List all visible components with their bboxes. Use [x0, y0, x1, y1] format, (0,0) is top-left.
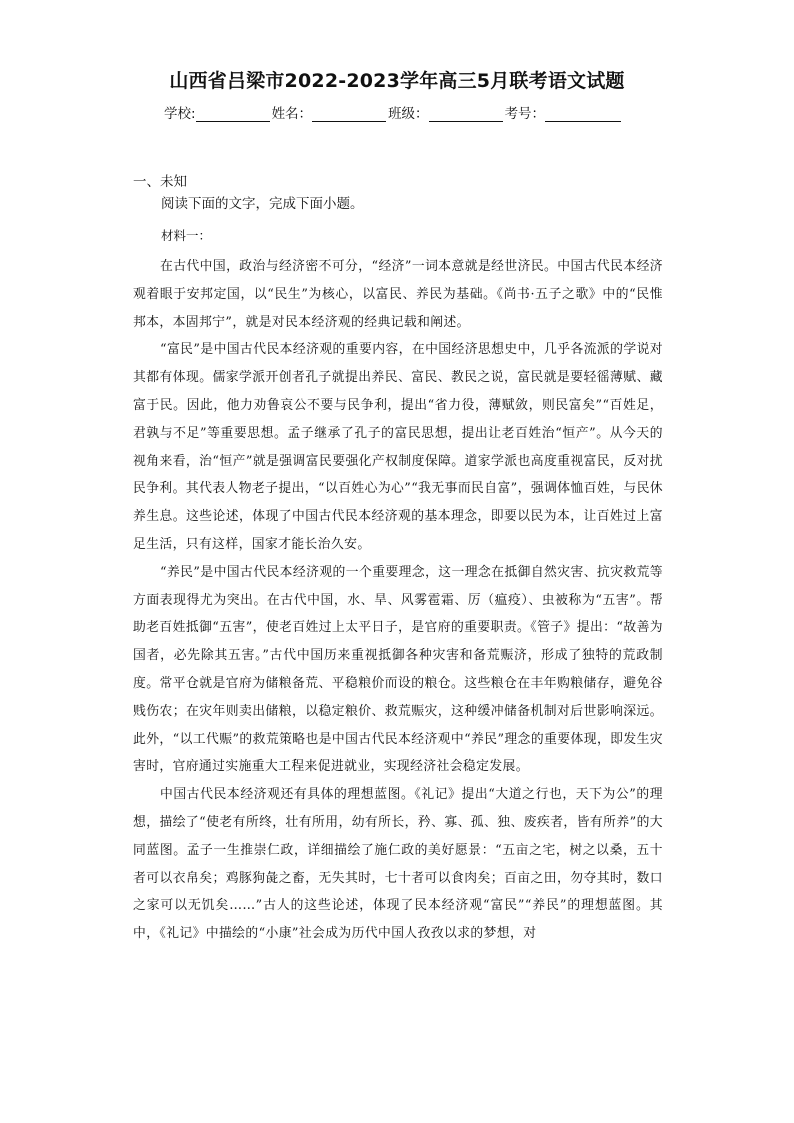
- passage-paragraph: 中国古代民本经济观还有具体的理想蓝图。《礼记》提出“大道之行也，天下为公”的理想，描绘了“使老有所终，壮有所用，幼有所长，矜、寡、孤、独、废疾者，皆有所养”的大同蓝图。孟子一生推崇仁政，详细描绘了施仁政的美好愿景：“五亩之宅，树之以桑，五十者可以衣帛矣；鸡豚狗彘之畜，无失其时，七十者可以食肉矣；百亩之田，勿夺其时，数口之家可以无饥矣……”古人的这些论述，体现了民本经济观“富民”“养民”的理想蓝图。其中，《礼记》中描绘的“小康”社会成为历代中国人孜孜以求的梦想，对: [133, 787, 663, 942]
- passage-body: [133, 253, 663, 948]
- class-label: 班级：: [388, 106, 429, 122]
- exam-no-blank[interactable]: [545, 107, 621, 122]
- passage-paragraph: “养民”是中国古代民本经济观的一个重要理念，这一理念在抵御自然灾害、抗灾救荒等方面表现得尤为突出。在古代中国，水、旱、风雾雹霜、厉（瘟疫）、虫被称为“五害”。帮助老百姓抵御“五害”，使老百姓过上太平日子，是官府的重要职责。《管子》提出：“故善为国者，必先除其五害。”古代中国历来重视抵御各种灾害和备荒赈济，形成了独特的荒政制度。常平仓就是官府为储粮备荒、平稳粮价而设的粮仓。这些粮仓在丰年购粮储存，避免谷贱伤农；在灾年则卖出储粮，以稳定粮价、救荒赈灾，这种缓冲储备机制对后世影响深远。此外，“以工代赈”的救荒策略也是中国古代民本经济观中“养民”理念的重要体现，即发生灾害时，官府通过实施重大工程来促进就业，实现经济社会稳定发展。: [133, 564, 663, 775]
- reading-instruction: 阅读下面的文字，完成下面小题。: [161, 196, 364, 212]
- name-blank[interactable]: [312, 107, 386, 122]
- exam-no-label: 考号：: [504, 106, 546, 122]
- passage-paragraph: 在古代中国，政治与经济密不可分，“经济”一词本意就是经世济民。中国古代民本经济观着眼于安邦定国，以“民生”为核心，以富民、养民为基础。《尚书·五子之歌》中的“民惟邦本，本固邦宁”，就是对民本经济观的经典记载和阐述。: [133, 259, 663, 330]
- student-info-row: [164, 102, 623, 122]
- name-label: 姓名：: [271, 106, 313, 122]
- school-label: 学校:: [164, 106, 196, 122]
- school-blank[interactable]: [196, 107, 270, 122]
- passage-paragraph: “富民”是中国古代民本经济观的重要内容，在中国经济思想史中，几乎各流派的学说对其都有体现。儒家学派开创者孔子就提出养民、富民、教民之说，富民就是要轻徭薄赋、藏富于民。因此，他力劝鲁哀公不要与民争利，提出“省力役，薄赋敛，则民富矣”“百姓足，君孰与不足”等重要思想。孟子继承了孔子的富民思想，提出让老百姓治“恒产”。从今天的视角来看，治“恒产”就是强调富民要强化产权制度保障。道家学派也高度重视富民，反对扰民争利。其代表人物老子提出，“以百姓心为心”“我无事而民自富”，强调体恤百姓，与民休养生息。这些论述，体现了中国古代民本经济观的基本理念，即要以民为本，让百姓过上富足生活，只有这样，国家才能长治久安。: [133, 342, 663, 552]
- material-label: 材料一：: [161, 228, 212, 243]
- exam-title: 山西省吕梁市2022-2023学年高三5月联考语文试题: [169, 70, 625, 92]
- section-heading: 一、未知: [133, 174, 187, 190]
- class-blank[interactable]: [429, 107, 503, 122]
